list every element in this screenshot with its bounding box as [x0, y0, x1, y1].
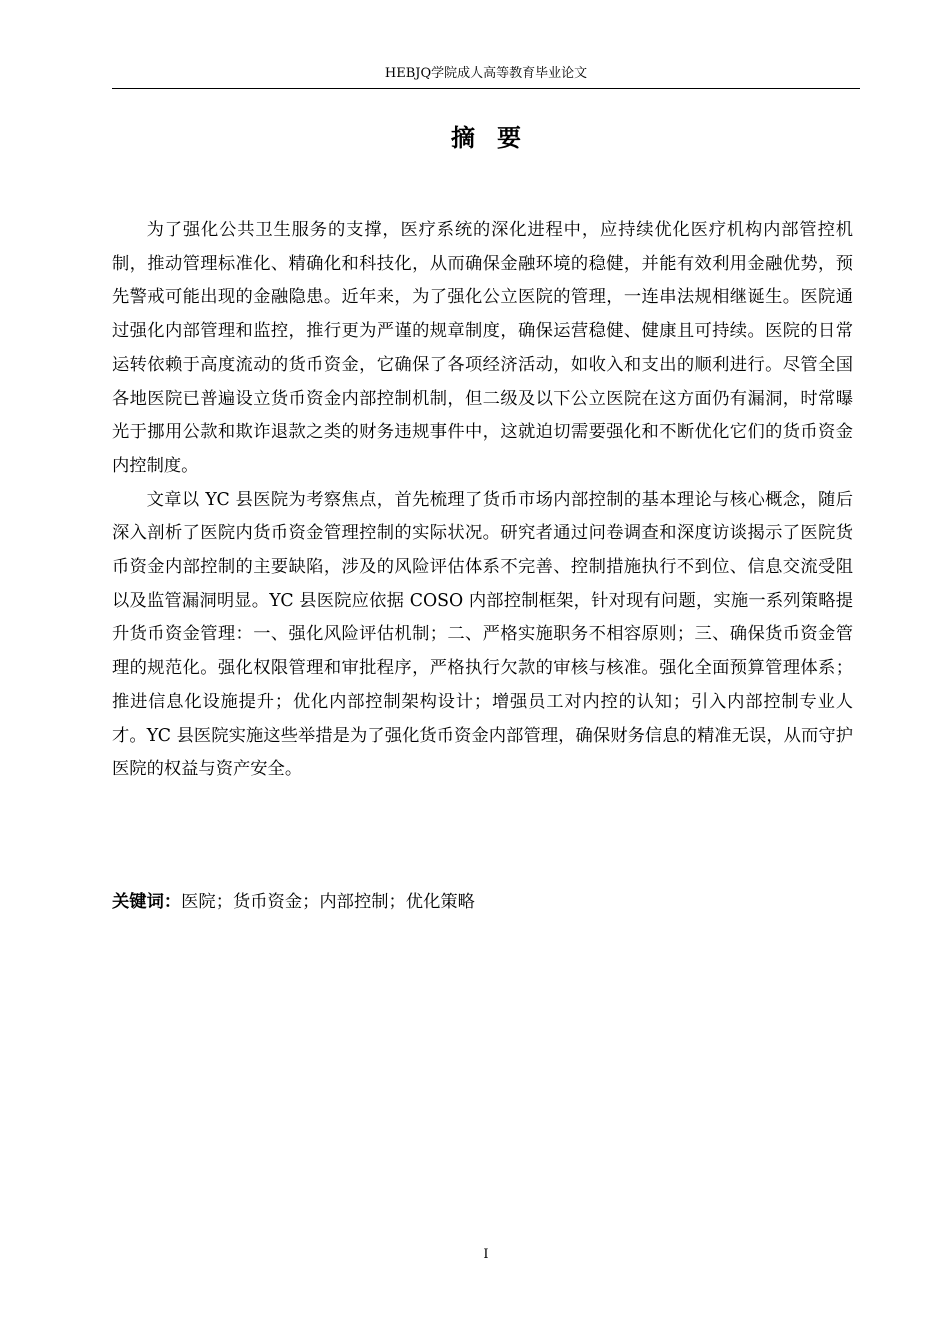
keywords-list: 医院；货币资金；内部控制；优化策略: [181, 892, 475, 912]
abstract-body: [112, 214, 853, 787]
abstract-paragraph-2: 文章以 YC 县医院为考察焦点，首先梳理了货币市场内部控制的基本理论与核心概念，随后深入剖析了医院内货币资金管理控制的实际状况。研究者通过问卷调查和深度访谈揭示了医院货币资金内部控制的主要缺陷，涉及的风险评估体系不完善、控制措施执行不到位、信息交流受阻以及监管漏洞明显。YC 县医院应依据 COSO 内部控制框架，针对现有问题，实施一系列策略提升货币资金管理：一、强化风险评估机制；二、严格实施职务不相容原则；三、确保货币资金管理的规范化。强化权限管理和审批程序，严格执行欠款的审核与核准。强化全面预算管理体系；推进信息化设施提升；优化内部控制架构设计；增强员工对内控的认知；引入内部控制专业人才。YC 县医院实施这些举措是为了强化货币资金内部管理，确保财务信息的精准无误，从而守护医院的权益与资产安全。: [112, 489, 853, 780]
abstract-title: 摘要: [451, 124, 543, 152]
running-header: HEBJQ学院成人高等教育毕业论文: [384, 66, 588, 81]
page-number: I: [483, 1247, 489, 1262]
abstract-paragraph-1: 为了强化公共卫生服务的支撑，医疗系统的深化进程中，应持续优化医疗机构内部管控机制，推动管理标准化、精确化和科技化，从而确保金融环境的稳健，并能有效利用金融优势，预先警戒可能出现的金融隐患。近年来，为了强化公立医院的管理，一连串法规相继诞生。医院通过强化内部管理和监控，推行更为严谨的规章制度，确保运营稳健、健康且可持续。医院的日常运转依赖于高度流动的货币资金，它确保了各项经济活动，如收入和支出的顺利进行。尽管全国各地医院已普遍设立货币资金内部控制机制，但二级及以下公立医院在这方面仍有漏洞，时常曝光于挪用公款和欺诈退款之类的财务违规事件中，这就迫切需要强化和不断优化它们的货币资金内控制度。: [112, 220, 853, 476]
header-divider: [112, 88, 860, 89]
keywords-line: [112, 886, 853, 919]
keywords-label: 关键词：: [112, 892, 182, 912]
